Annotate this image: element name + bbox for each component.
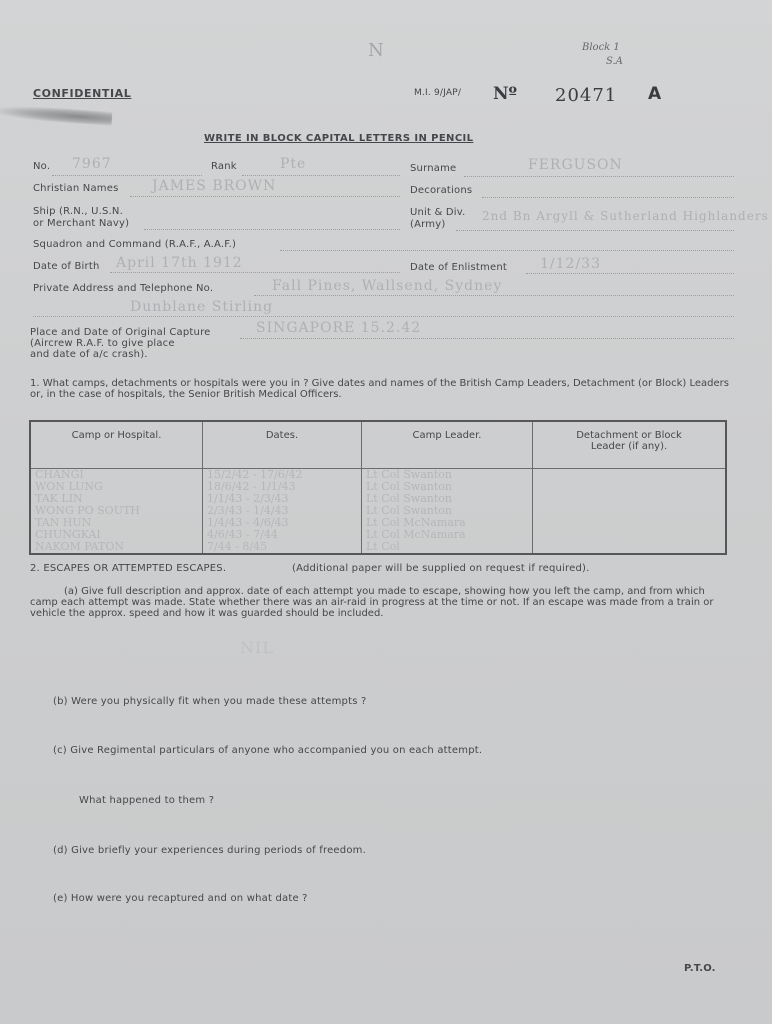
address-line-1 — [254, 295, 734, 296]
christian-names-line — [130, 196, 400, 197]
question-2d: (d) Give briefly your experiences during periods of freedom. — [53, 845, 366, 856]
question-2-title: 2. ESCAPES OR ATTEMPTED ESCAPES. — [30, 563, 227, 574]
camps-table — [29, 420, 727, 555]
unit-value: 2nd Bn Argyll & Sutherland Highlanders — [482, 209, 769, 223]
number-label: Nº — [493, 84, 518, 104]
corner-note-2: S.A — [606, 56, 623, 67]
smudge-mark — [0, 104, 112, 126]
address-label: Private Address and Telephone No. — [33, 283, 214, 294]
leader-entry: Lt Col Swanton — [366, 504, 452, 517]
camp-entry: TAK LIN — [35, 492, 83, 505]
header-camp: Camp or Hospital. — [30, 421, 203, 469]
camp-entry: CHANGI — [35, 468, 84, 481]
squadron-line — [280, 250, 734, 251]
dob-value: April 17th 1912 — [116, 255, 243, 271]
capture-label-1: Place and Date of Original Capture — [30, 327, 211, 338]
ship-label-2: or Merchant Navy) — [33, 218, 130, 229]
squadron-label: Squadron and Command (R.A.F., A.A.F.) — [33, 239, 237, 250]
form-suffix: A — [648, 84, 662, 104]
table-body-row — [30, 469, 726, 555]
date-entry: 18/6/42 - 1/1/43 — [207, 480, 296, 493]
capture-line — [240, 338, 734, 339]
leader-entry: Lt Col — [366, 540, 400, 553]
surname-line — [464, 176, 734, 177]
header-camp-leader: Camp Leader. — [362, 421, 533, 469]
capture-value: SINGAPORE 15.2.42 — [256, 320, 422, 336]
form-number: 20471 — [555, 85, 618, 106]
rank-line — [242, 175, 400, 176]
rank-label: Rank — [211, 161, 237, 172]
address-line-2 — [33, 316, 734, 317]
enlistment-line — [526, 273, 734, 274]
dob-label: Date of Birth — [33, 261, 100, 272]
unit-label-2: (Army) — [410, 219, 446, 230]
corner-note-1: Block 1 — [582, 42, 620, 53]
ship-label-1: Ship (R.N., U.S.N. — [33, 206, 123, 217]
date-entry: 7/44 - 8/45 — [207, 540, 268, 553]
camp-entry: CHUNGKAI — [35, 528, 101, 541]
leader-entry: Lt Col Swanton — [366, 468, 452, 481]
no-line — [52, 175, 202, 176]
leader-entry: Lt Col McNamara — [366, 516, 466, 529]
leader-entry: Lt Col Swanton — [366, 480, 452, 493]
date-entry: 2/3/43 - 1/4/43 — [207, 504, 289, 517]
surname-label: Surname — [410, 163, 457, 174]
decorations-line — [482, 197, 734, 198]
decorations-label: Decorations — [410, 185, 473, 196]
question-2-note: (Additional paper will be supplied on request if required). — [292, 563, 590, 574]
table-header-row — [30, 421, 726, 469]
camp-entry: TAN HUN — [35, 516, 92, 529]
unit-label-1: Unit & Div. — [410, 207, 466, 218]
no-value: 7967 — [72, 156, 112, 172]
question-2b: (b) Were you physically fit when you made these attempts ? — [53, 696, 367, 707]
capture-label-2: (Aircrew R.A.F. to give place — [30, 338, 175, 349]
question-1: 1. What camps, detachments or hospitals were you in ? Give dates and names of the British Camp Leaders, Detachment (or Block) Leaders or, in the case of hospitals, the Senior British Medical Officers. — [30, 378, 729, 400]
form-reference: M.I. 9/JAP/ — [414, 88, 462, 98]
detachment-cell — [533, 469, 727, 555]
header-dates: Dates. — [203, 421, 362, 469]
unit-line — [456, 230, 734, 231]
question-2c: (c) Give Regimental particulars of anyone who accompanied you on each attempt. — [53, 745, 483, 756]
address-value-2: Dunblane Stirling — [130, 299, 274, 315]
surname-value: FERGUSON — [528, 157, 623, 173]
christian-names-value: JAMES BROWN — [152, 178, 277, 194]
enlistment-value: 1/12/33 — [540, 256, 601, 272]
leader-cell — [362, 469, 533, 555]
top-handwritten-mark: N — [368, 40, 385, 61]
pto-label: P.T.O. — [684, 963, 716, 974]
question-2a-answer: NIL — [240, 638, 274, 657]
no-label: No. — [33, 161, 51, 172]
rank-value: Pte — [280, 156, 307, 172]
leader-entry: Lt Col Swanton — [366, 492, 452, 505]
date-entry: 15/2/42 - 17/6/42 — [207, 468, 303, 481]
question-2c-followup: What happened to them ? — [79, 795, 215, 806]
camp-cell — [30, 469, 203, 555]
camp-entry: WON LUNG — [35, 480, 103, 493]
date-entry: 1/4/43 - 4/6/43 — [207, 516, 289, 529]
instruction-heading: WRITE IN BLOCK CAPITAL LETTERS IN PENCIL — [204, 133, 474, 144]
question-2e: (e) How were you recaptured and on what date ? — [53, 893, 308, 904]
date-entry: 4/6/43 - 7/44 — [207, 528, 278, 541]
camp-entry: WONG PO SOUTH — [35, 504, 140, 517]
camp-entry: NAKOM PATON — [35, 540, 124, 553]
christian-names-label: Christian Names — [33, 183, 119, 194]
address-value-1: Fall Pines, Wallsend, Sydney — [272, 278, 503, 294]
header-detachment-leader: Detachment or Block Leader (if any). — [533, 421, 727, 469]
confidential-label: CONFIDENTIAL — [33, 87, 132, 100]
question-2a: (a) Give full description and approx. date of each attempt you made to escape, showing how you left the camp, and from which camp each attempt was made. State whether there was an air-raid in progress at the time or not. If an escape was made from a train or vehicle the approx. speed and how it was guarded should be included. — [30, 586, 714, 619]
date-entry: 1/1/43 - 2/3/43 — [207, 492, 289, 505]
enlistment-label: Date of Enlistment — [410, 262, 507, 273]
ship-line — [144, 229, 400, 230]
capture-label-3: and date of a/c crash). — [30, 349, 148, 360]
dob-line — [110, 272, 400, 273]
dates-cell — [203, 469, 362, 555]
leader-entry: Lt Col McNamara — [366, 528, 466, 541]
